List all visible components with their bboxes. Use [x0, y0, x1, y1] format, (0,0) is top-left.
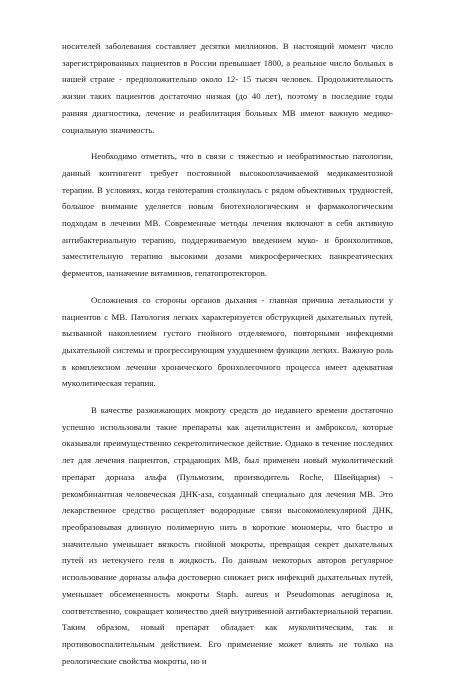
document-body [62, 38, 393, 679]
paragraph-4: В качестве разжижающих мокроту средств до недавнего времени достаточно успешно использовали такие препараты как ацетилцистеин и амброксол, которые оказывали преимущественно секретолитическое действие. Однако в течение последних лет для лечения пациентов, страдающих МВ, был применен новый муколитический препарат дорназа альфа (Пульмозим, производитель Roche, Швейцария) - рекомбинантная человеческая ДНК-аза, созданный специально для лечения МВ. Это лекарственное средство расщепляет водородные связи высокомолекулярной ДНК, преобразовывая длинную полимерную нить в короткие мономеры, что быстро и значительно уменьшает вязкость гнойной мокроты, превращая секрет дыхательных путей из нетекучего геля в жидкость. По данным некоторых авторов регулярное использование дорназы альфа достоверно снижает риск инфекций дыхательных путей, уменьшает обсемененность мокроты Staph. aureus и Pseudomonas aeruginosa и, соответственно, сокращает количество дней внутривенной антибактериальной терапии. Таким образом, новый препарат обладает как муколитическим, так и противовоспалительным действием. Его применение может влиять не только на реологические свойства мокроты, но и [62, 405, 393, 666]
paragraph-3: Осложнения со стороны органов дыхания - главная причина летальности у пациентов с МВ. Патология легких характеризуется обструкцией дыхательных путей, вызванной накоплением густого гнойного отделяемого, повторными инфекциями дыхательной системы и прогрессирующим ухудшением функции легких. Важную роль в комплексном лечении хронического бронхолегочного процесса имеет адекватная муколитическая терапия. [62, 294, 393, 389]
paragraph-1: носителей заболевания составляет десятки миллионов. В настоящий момент число зарегистрированных пациентов в России превышает 1800, а реальное число больных в нашей стране - предположительно около 12- 15 тысяч человек. Продолжительность жизни таких пациентов достаточно низкая (до 40 лет), поэтому в последние годы ранняя диагностика, лечение и реабилитация больных МВ имеют важную медико-социальную значимость. [62, 41, 393, 135]
paragraph-2: Необходимо отметить, что в связи с тяжестью и необратимостью патологии, данный контингент требует постоянной высокооплачиваемой медикаментозной терапии. В условиях, когда генотерапия столкнулась с рядом объективных трудностей, большое внимание уделяется новым биотехнологическим и фармакологическим подходам в лечении МВ. Современные методы лечения включают в себя активную антибактериальную терапию, поддерживаемую введением муко- и бронхолитиков, заместительную терапию высокими дозами микросферических панкреатических ферментов, назначение витаминов, гепатопротекторов. [62, 151, 393, 279]
